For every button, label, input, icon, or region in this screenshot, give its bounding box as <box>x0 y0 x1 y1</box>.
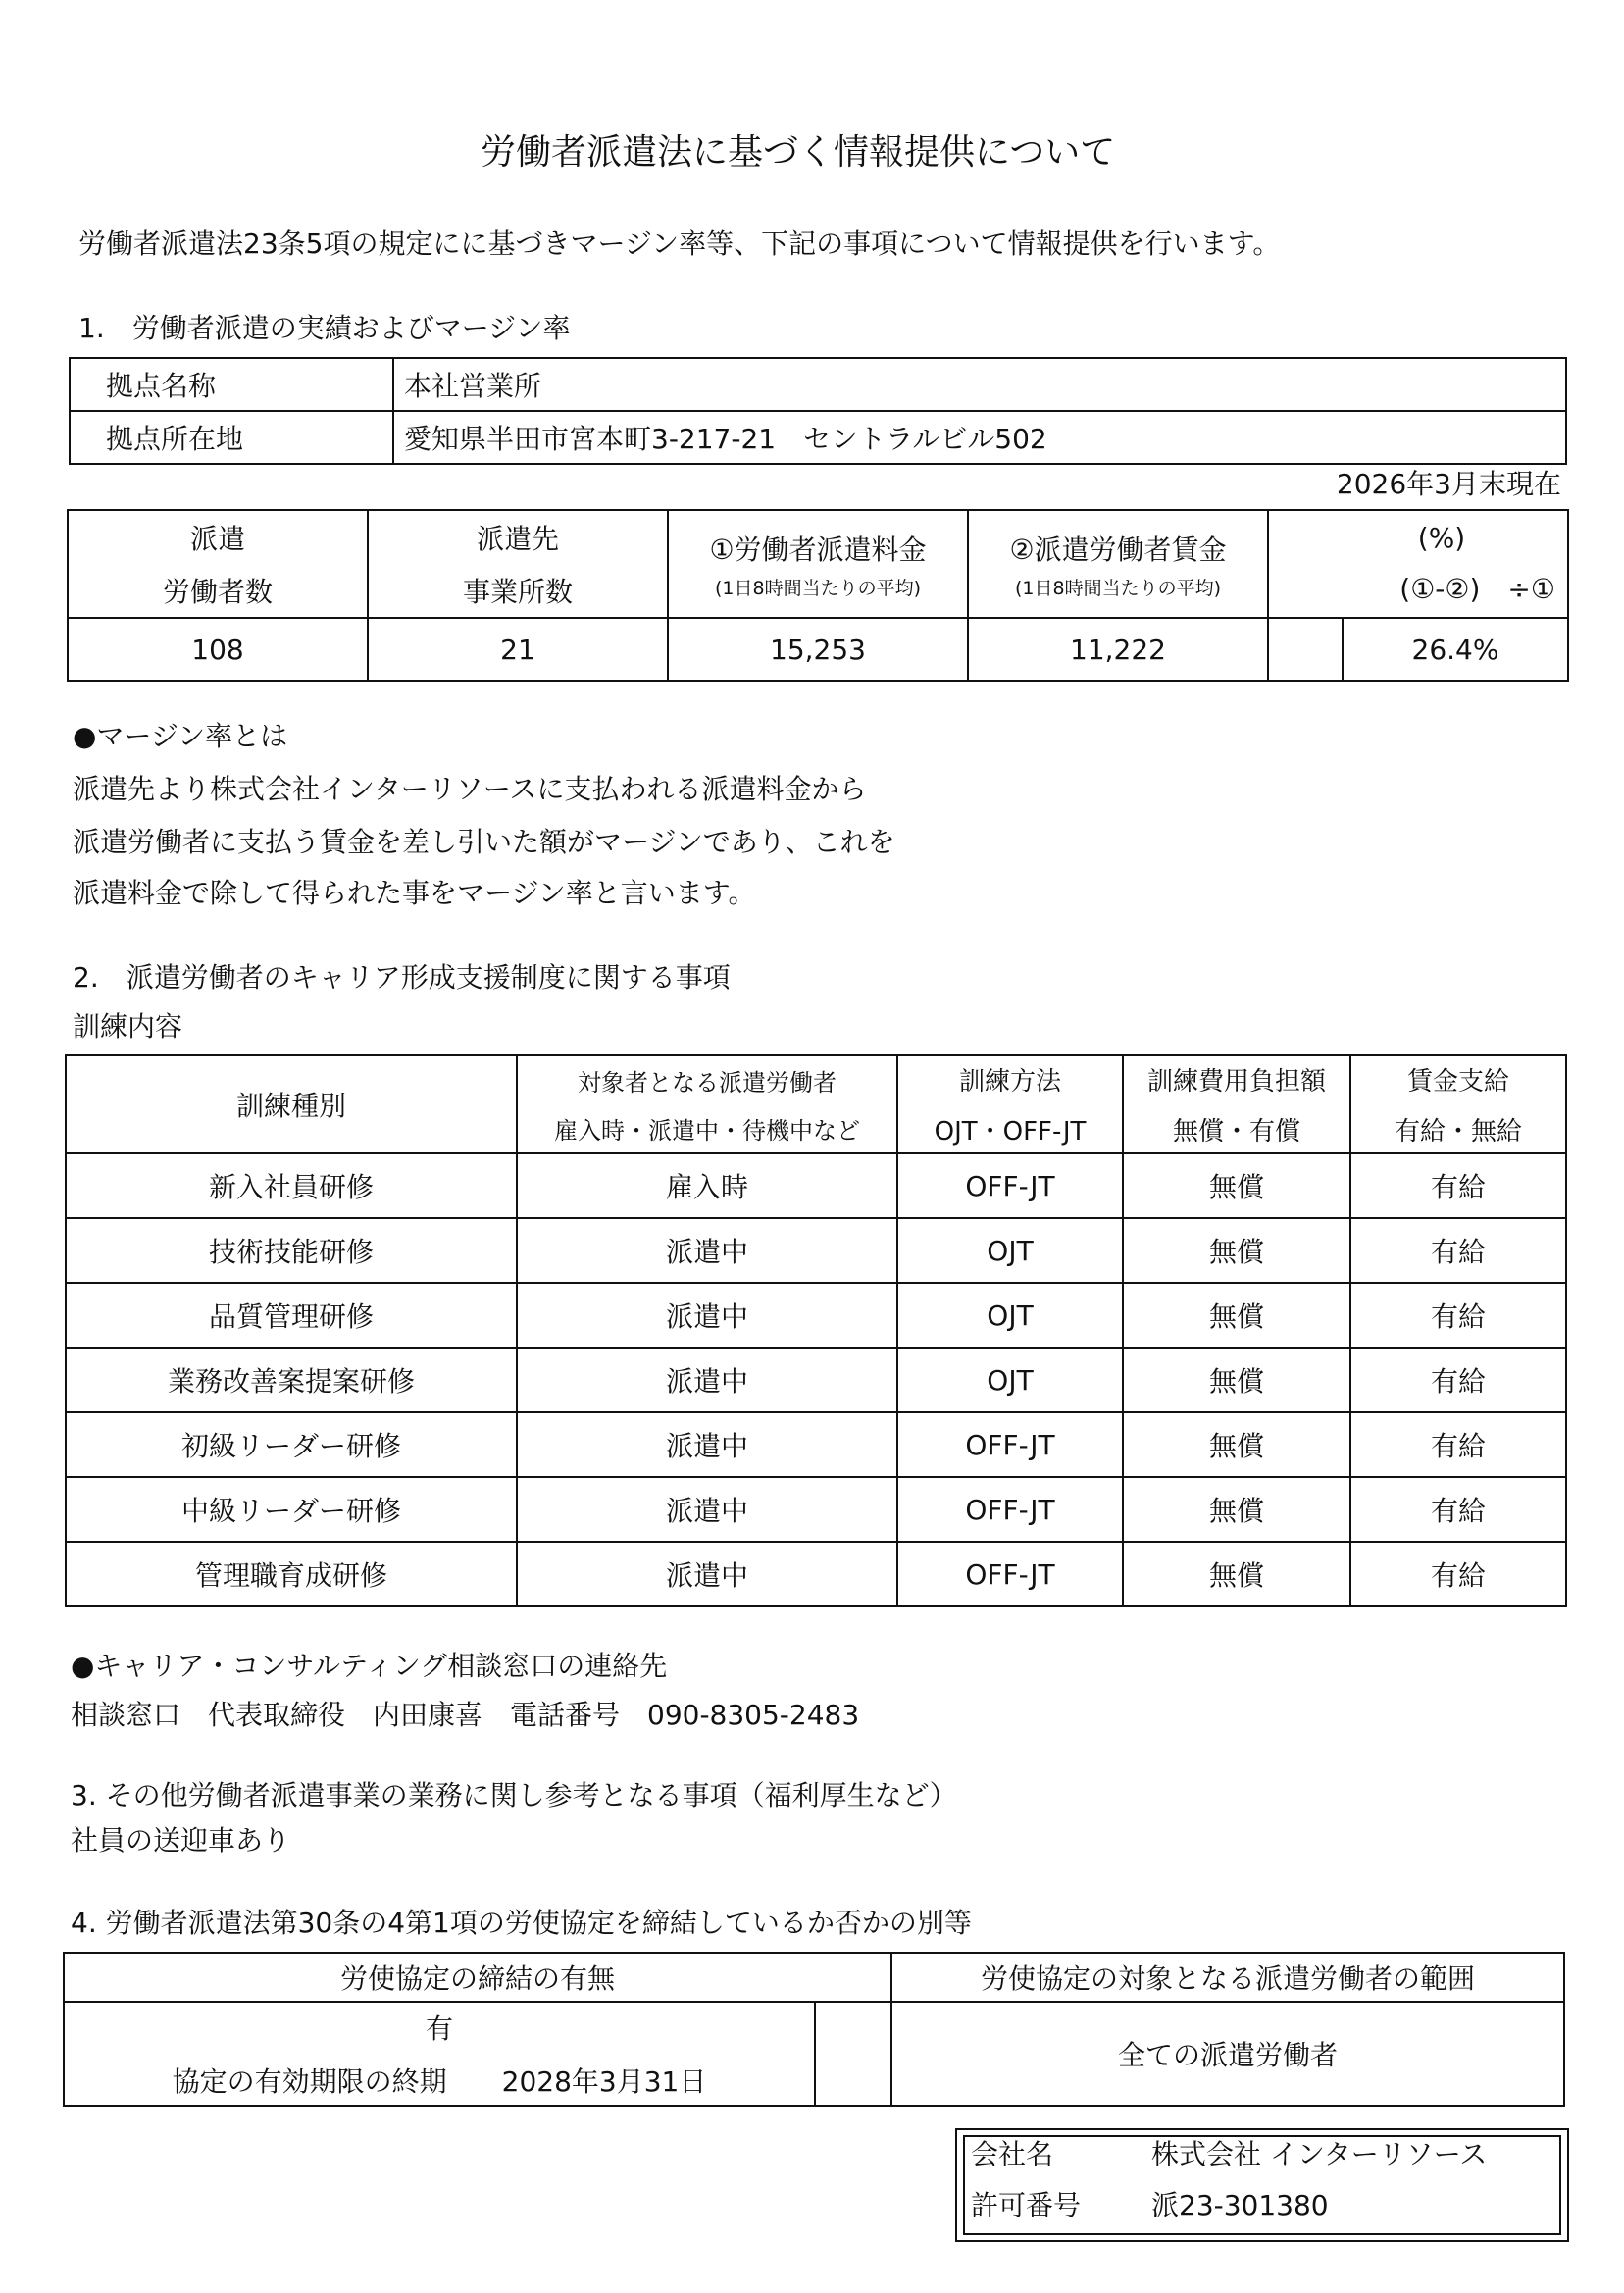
training-cost: 無償 <box>1123 1348 1350 1412</box>
training-target: 派遣中 <box>517 1412 897 1477</box>
table-row <box>66 1283 1566 1348</box>
base-name-value: 本社営業所 <box>393 358 1566 411</box>
header-training-type: 訓練種別 <box>66 1055 517 1153</box>
permit-value: 派23-301380 <box>1151 2189 1329 2221</box>
training-type: 業務改善案提案研修 <box>66 1348 517 1412</box>
training-cost: 無償 <box>1123 1218 1350 1283</box>
header-target: 対象者となる派遣労働者 雇入時・派遣中・待機中など <box>517 1055 897 1153</box>
training-method: OFF-JT <box>897 1412 1123 1477</box>
margin-table <box>67 509 1569 682</box>
margin-value-row <box>68 618 1568 681</box>
header-fee: ①労働者派遣料金 (1日8時間当たりの平均) <box>668 510 968 618</box>
training-cost: 無償 <box>1123 1477 1350 1542</box>
agreement-empty-cell <box>815 2002 891 2106</box>
agreement-value-row <box>64 2002 1564 2106</box>
base-row-address <box>70 411 1566 464</box>
section4-heading: 4. 労働者派遣法第30条の4第1項の労使協定を締結しているか否かの別等 <box>71 1907 972 1939</box>
table-row <box>66 1412 1566 1477</box>
training-target: 派遣中 <box>517 1542 897 1606</box>
value-empty-cell <box>1268 618 1343 681</box>
agreement-col1-value: 有 協定の有効期限の終期 2028年3月31日 <box>64 2002 815 2106</box>
training-pay: 有給 <box>1350 1218 1566 1283</box>
training-target: 雇入時 <box>517 1153 897 1218</box>
training-type: 新入社員研修 <box>66 1153 517 1218</box>
training-method: OFF-JT <box>897 1542 1123 1606</box>
base-address-label: 拠点所在地 <box>70 411 393 464</box>
table-row <box>66 1153 1566 1218</box>
company-name-label: 会社名 <box>971 2138 1054 2170</box>
training-pay: 有給 <box>1350 1477 1566 1542</box>
training-table <box>65 1054 1567 1607</box>
training-pay: 有給 <box>1350 1283 1566 1348</box>
training-target: 派遣中 <box>517 1348 897 1412</box>
consult-line: 相談窓口 代表取締役 内田康喜 電話番号 090-8305-2483 <box>71 1699 860 1731</box>
agreement-col1-header: 労使協定の締結の有無 <box>64 1953 891 2002</box>
table-row <box>66 1218 1566 1283</box>
training-method: OJT <box>897 1348 1123 1412</box>
agreement-header-row <box>64 1953 1564 2002</box>
agreement-col2-value: 全ての派遣労働者 <box>891 2002 1564 2106</box>
permit-label: 許可番号 <box>971 2189 1082 2221</box>
training-target: 派遣中 <box>517 1218 897 1283</box>
training-method: OFF-JT <box>897 1153 1123 1218</box>
table-row <box>66 1477 1566 1542</box>
value-margin: 26.4% <box>1343 618 1568 681</box>
value-fee: 15,253 <box>668 618 968 681</box>
header-cost: 訓練費用負担額 無償・有償 <box>1123 1055 1350 1153</box>
training-pay: 有給 <box>1350 1348 1566 1412</box>
training-method: OJT <box>897 1218 1123 1283</box>
page-title: 労働者派遣法に基づく情報提供について <box>481 132 1116 173</box>
base-name-label: 拠点名称 <box>70 358 393 411</box>
agreement-table <box>63 1952 1565 2107</box>
training-type: 初級リーダー研修 <box>66 1412 517 1477</box>
base-row-name <box>70 358 1566 411</box>
as-of-date: 2026年3月末現在 <box>1336 468 1561 500</box>
company-name-value: 株式会社 インターリソース <box>1151 2138 1488 2170</box>
margin-note-line-2: 派遣労働者に支払う賃金を差し引いた額がマージンであり、これを <box>73 826 895 858</box>
agreement-col2-header: 労使協定の対象となる派遣労働者の範囲 <box>891 1953 1564 2002</box>
table-row <box>66 1348 1566 1412</box>
section2-heading: 2. 派遣労働者のキャリア形成支援制度に関する事項 <box>73 961 731 994</box>
training-header-row <box>66 1055 1566 1153</box>
training-type: 管理職育成研修 <box>66 1542 517 1606</box>
training-type: 品質管理研修 <box>66 1283 517 1348</box>
training-pay: 有給 <box>1350 1412 1566 1477</box>
margin-note-heading: ●マージン率とは <box>73 720 288 752</box>
margin-header-row <box>68 510 1568 618</box>
value-wage: 11,222 <box>968 618 1268 681</box>
training-type: 技術技能研修 <box>66 1218 517 1283</box>
training-pay: 有給 <box>1350 1542 1566 1606</box>
training-cost: 無償 <box>1123 1542 1350 1606</box>
training-target: 派遣中 <box>517 1477 897 1542</box>
training-cost: 無償 <box>1123 1153 1350 1218</box>
margin-note-line-3: 派遣料金で除して得られた事をマージン率と言います。 <box>73 877 756 909</box>
header-margin-rate: (%) (①-②) ÷① <box>1268 510 1568 618</box>
section3-heading: 3. その他労働者派遣事業の業務に関し参考となる事項（福利厚生など） <box>71 1779 957 1811</box>
header-wage: ②派遣労働者賃金 (1日8時間当たりの平均) <box>968 510 1268 618</box>
value-sites: 21 <box>368 618 668 681</box>
training-cost: 無償 <box>1123 1283 1350 1348</box>
training-method: OFF-JT <box>897 1477 1123 1542</box>
value-workers: 108 <box>68 618 368 681</box>
header-method: 訓練方法 OJT・OFF-JT <box>897 1055 1123 1153</box>
training-target: 派遣中 <box>517 1283 897 1348</box>
section2-subheading: 訓練内容 <box>73 1010 183 1043</box>
training-cost: 無償 <box>1123 1412 1350 1477</box>
intro-text: 労働者派遣法23条5項の規定にに基づきマージン率等、下記の事項について情報提供を行います。 <box>78 228 1281 260</box>
base-address-value: 愛知県半田市宮本町3-217-21 セントラルビル502 <box>393 411 1566 464</box>
consult-heading: ●キャリア・コンサルティング相談窓口の連絡先 <box>71 1650 668 1682</box>
header-pay: 賃金支給 有給・無給 <box>1350 1055 1566 1153</box>
base-info-table <box>69 357 1567 465</box>
margin-note-line-1: 派遣先より株式会社インターリソースに支払われる派遣料金から <box>73 773 867 805</box>
section1-heading: 1. 労働者派遣の実績およびマージン率 <box>78 312 571 344</box>
training-pay: 有給 <box>1350 1153 1566 1218</box>
header-workers: 派遣 労働者数 <box>68 510 368 618</box>
section3-body: 社員の送迎車あり <box>71 1824 291 1857</box>
training-type: 中級リーダー研修 <box>66 1477 517 1542</box>
table-row <box>66 1542 1566 1606</box>
header-sites: 派遣先 事業所数 <box>368 510 668 618</box>
training-method: OJT <box>897 1283 1123 1348</box>
